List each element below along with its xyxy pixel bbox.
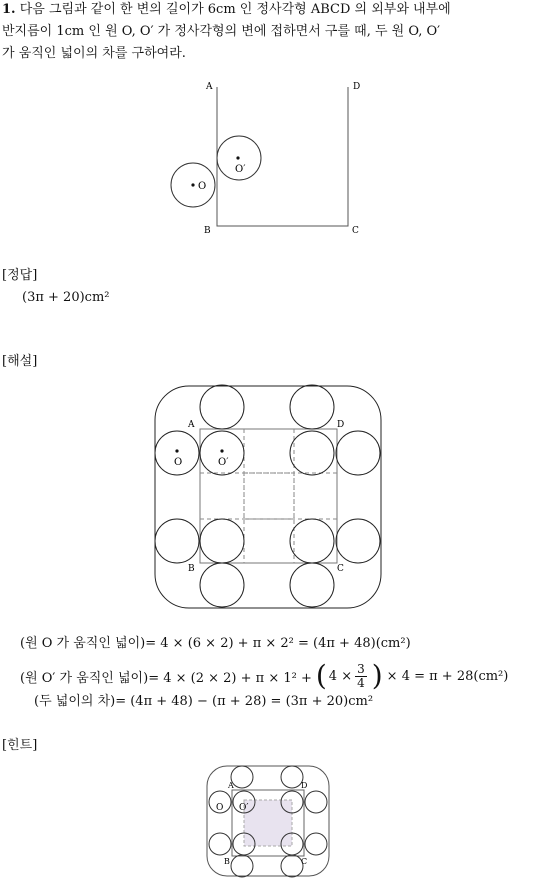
inner-path-O-prime xyxy=(244,473,294,519)
problem-number: 1. xyxy=(2,2,16,17)
label-O: O xyxy=(174,457,183,468)
figure-explanation xyxy=(150,383,390,613)
eq2-paren-open: ( xyxy=(315,659,327,692)
label-D: D xyxy=(337,420,345,430)
hint-label-O-prime: O′ xyxy=(239,803,249,813)
figure-hint xyxy=(204,764,334,879)
hint-header: [힌트] xyxy=(2,738,38,753)
equation-3: (두 넓이의 차)= (4π + 48) − (π + 28) = (3π + 20)cm² xyxy=(34,694,374,709)
square-ABCD xyxy=(200,429,337,563)
answer-value: (3π + 20)cm² xyxy=(22,290,110,305)
label-O: O xyxy=(198,181,207,192)
square-outline xyxy=(217,87,348,226)
label-D: D xyxy=(353,82,361,92)
hint-label-C: C xyxy=(301,857,308,866)
eq2-denominator: 4 xyxy=(357,675,365,690)
hint-label-D: D xyxy=(301,781,308,790)
problem-line-1 xyxy=(2,0,451,20)
label-A: A xyxy=(206,82,213,92)
eq2-paren-close: ) xyxy=(371,659,383,692)
hint-label-A: A xyxy=(228,781,234,790)
label-B: B xyxy=(188,564,195,574)
hint-shaded-region xyxy=(244,800,292,846)
label-O-prime: O′ xyxy=(218,457,229,468)
problem-text-3: 가 움직인 넓이의 차를 구하여라. xyxy=(2,46,186,61)
label-A: A xyxy=(188,420,195,430)
label-O-prime: O′ xyxy=(235,164,246,175)
eq2-left: (원 O′ 가 움직인 넓이)= 4 × (2 × 2) + π × 1² + xyxy=(20,670,312,686)
eq2-numerator: 3 xyxy=(357,661,365,676)
equation-2 xyxy=(20,658,508,694)
explanation-header: [해설] xyxy=(2,354,38,369)
label-B: B xyxy=(204,226,211,236)
dot-O-prime xyxy=(220,449,223,452)
label-C: C xyxy=(337,564,344,574)
eq2-right: × 4 = π + 28(cm²) xyxy=(386,668,509,684)
eq2-fraction xyxy=(355,663,367,690)
center-dot-O xyxy=(191,183,194,186)
figure-square-circles xyxy=(160,78,370,238)
dot-O xyxy=(175,449,178,452)
eq2-inner: 4 × xyxy=(328,668,353,684)
problem-text-1: 다음 그림과 같이 한 변의 길이가 6cm 인 정사각형 ABCD 의 외부와 내부에 xyxy=(19,2,451,17)
label-C: C xyxy=(352,226,359,236)
hint-label-B: B xyxy=(224,857,230,866)
equation-1: (원 O 가 움직인 넓이)= 4 × (6 × 2) + π × 2² = (4π + 48)(cm²) xyxy=(20,636,411,651)
hint-label-O: O xyxy=(216,803,224,813)
problem-text-2: 반지름이 1cm 인 원 O, O′ 가 정사각형의 변에 접하면서 구를 때, 두 원 O, O′ xyxy=(2,24,441,39)
answer-header: [정답] xyxy=(2,268,38,283)
center-dot-O-prime xyxy=(236,156,239,159)
